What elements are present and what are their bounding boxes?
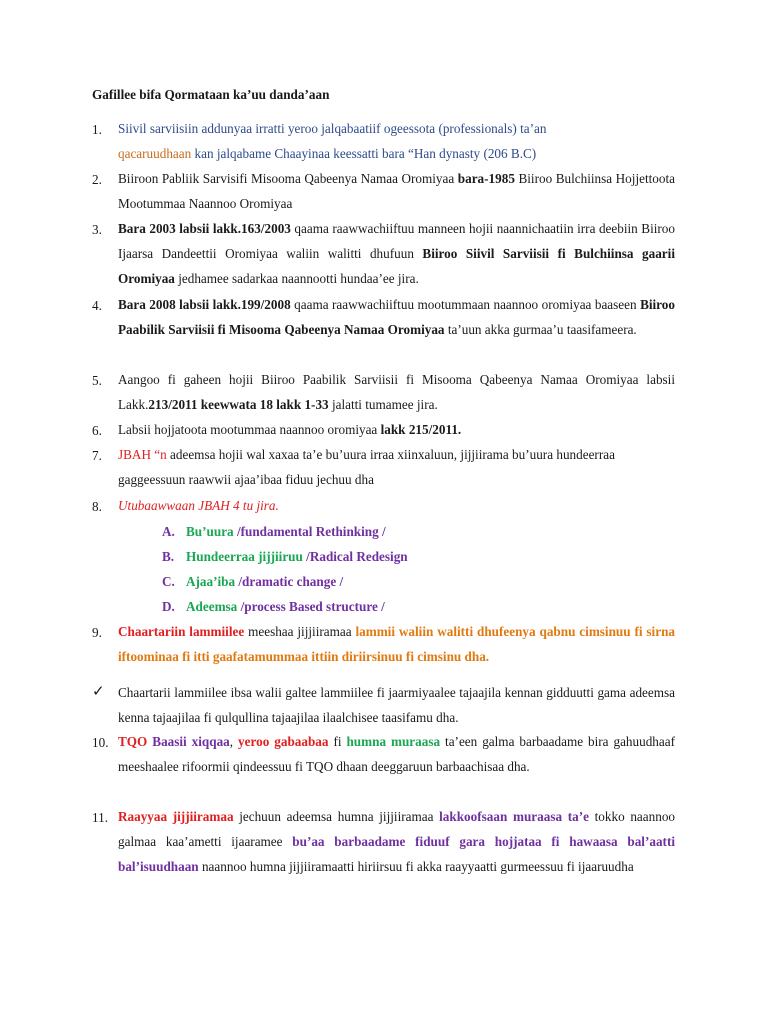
item-10-green: humna muraasa <box>346 734 441 749</box>
item-6-bold: lakk 215/2011. <box>380 422 462 437</box>
list-item-7 <box>118 442 675 492</box>
item-4-text: qaama raawwachiiftuu mootummaan naannoo oromiyaa baaseen <box>290 297 641 312</box>
sub-item-b <box>162 549 408 565</box>
list-number: 9. <box>92 625 102 640</box>
list-item-11 <box>118 804 675 880</box>
item-9-red: Chaartariin lammiilee <box>118 624 245 639</box>
list-number: 2. <box>92 172 102 187</box>
sub-item-letter: D. <box>162 599 175 614</box>
item-10-red-2: yeroo gabaabaa <box>238 734 329 749</box>
sub-item-gloss: /Radical Redesign <box>302 549 408 564</box>
item-1-text: Siivil sarviisiin addunyaa irratti yeroo jalqabaatiif ogeessota (professionals) ta’an <box>118 121 547 136</box>
item-5-text: Aangoo fi gaheen hojii Biiroo Paabilik Sarviisii fi Misooma Qabeenya Namaa Oromiyaa labsii Lakk. <box>118 372 675 413</box>
item-5-bold: 213/2011 keewwata 18 lakk 1-33 <box>148 397 329 413</box>
sub-item-letter: A. <box>162 524 175 539</box>
item-6-text: Labsii hojjatoota mootummaa naannoo oromiyaa <box>118 422 381 437</box>
item-11-text-3: naannoo humna jijjiiramaatti hiriirsuu fi akka raayyaatti gurmeessuu fi ijaaruudha <box>198 859 634 875</box>
list-number: 7. <box>92 448 102 463</box>
item-3-text: qaama raawwachiiftuu manneen hojii naannichaatiin irra deebiin Biiroo Ijaarsa Dandeettii Oromiyaa waliin walitti dhufuun <box>118 221 675 262</box>
list-item-4 <box>118 292 675 342</box>
item-11-purple: lakkoofsaan muraasa ta’e <box>439 809 589 824</box>
list-number: 1. <box>92 122 102 137</box>
list-item-5 <box>118 367 675 417</box>
item-7-text: adeemsa hojii wal xaxaa ta’e bu’uura irraa xiinxaluun, jijjiirama bu’uura hundeerraa gaggeessuun raawwii ajaa’ibaa fiduu jechuu dha <box>118 447 615 488</box>
list-item-8 <box>118 493 675 518</box>
sub-item-term: Bu’uura <box>186 524 234 539</box>
list-number: 10. <box>92 735 109 750</box>
item-1-text-cont: kan jalqabame Chaayinaa keessatti bara “Han dynasty (206 B.C) <box>191 146 537 162</box>
item-5-text-cont: jalatti tumamee jira. <box>328 397 438 413</box>
checkmark-icon: ✓ <box>92 684 105 700</box>
item-1-highlight: qacaruudhaan <box>118 146 192 162</box>
sub-item-d <box>162 599 385 615</box>
item-10-text: ta’een galma barbaadame bira gahuudhaaf meeshaalee rifoormii qindeessuu fi TQO dhaan deeggaruun barbaachisaa dha. <box>118 734 675 775</box>
list-item-1 <box>118 116 675 166</box>
item-10-sep-2: fi <box>328 734 347 749</box>
item-8-text: Utubaawwaan JBAH 4 tu jira. <box>118 498 279 513</box>
item-11-text-2: tokko naannoo galmaa kaa’ametti ijaaramee <box>118 809 676 850</box>
sub-item-term: Hundeerraa jijjiiruu <box>186 549 303 564</box>
list-item-2 <box>118 166 675 216</box>
item-11-text: jechuun adeemsa humna jijjiiramaa <box>233 809 440 824</box>
item-11-purple-2: bu’aa barbaadame fiduuf gara hojjataa fi hawaasa bal’aatti bal’isuudhaan <box>118 834 675 875</box>
item-2-text-cont: Biiroo Bulchiinsa Hojjettoota Mootummaa Naannoo Oromiyaa <box>118 171 675 212</box>
sub-item-gloss: /process Based structure / <box>237 599 385 614</box>
list-item-3 <box>118 216 675 292</box>
sub-item-letter: C. <box>162 574 175 589</box>
list-item-10 <box>118 729 675 779</box>
item-10-sep: , <box>229 734 239 749</box>
check-item-text: Chaartarii lammiilee ibsa walii galtee lammiilee fi jaarmiyaalee tajaajila kennan gidduutti gama adeemsa kenna tajaajilaa fi qulqullina tajaajilaa ilaalchisee taasifamu dha. <box>118 685 675 726</box>
item-4-bold: Bara 2008 labsii lakk.199/2008 <box>118 297 291 312</box>
check-item <box>118 680 675 730</box>
item-3-bold: Bara 2003 labsii lakk.163/2003 <box>118 221 291 236</box>
sub-item-gloss: /fundamental Rethinking / <box>233 524 386 539</box>
item-2-text: Biiroon Pabliik Sarvisifi Misooma Qabeenya Namaa Oromiyaa <box>118 171 458 186</box>
item-2-bold: bara-1985 <box>457 171 515 186</box>
item-10-purple: Baasii xiqqaa <box>147 734 230 749</box>
item-9-text: meeshaa jijjiiramaa <box>244 624 356 639</box>
list-number: 3. <box>92 222 102 237</box>
item-4-text-cont: ta’uun akka gurmaa’u taasifameera. <box>444 322 637 338</box>
item-9-orange: lammii waliin walitti dhufeenya qabnu cimsinuu fi sirna iftoominaa fi itti gaafatamummaa ittiin diriirsinuu fi cimsinu dha. <box>118 624 675 665</box>
list-number: 4. <box>92 298 102 313</box>
list-item-6 <box>118 417 675 442</box>
sub-item-a <box>162 524 386 540</box>
sub-item-term: Adeemsa <box>186 599 238 614</box>
item-3-bold-2: Biiroo Siivil Sarviisii fi Bulchiinsa gaarii Oromiyaa <box>118 246 675 287</box>
document-heading: Gafillee bifa Qormataan ka’uu danda’aan <box>92 87 330 102</box>
sub-item-c <box>162 574 343 590</box>
sub-item-gloss: /dramatic change / <box>235 574 344 589</box>
list-number: 5. <box>92 373 102 388</box>
list-number: 6. <box>92 423 102 438</box>
item-4-bold-2: Biiroo Paabilik Sarviisii fi Misooma Qabeenya Namaa Oromiyaa <box>118 297 675 338</box>
item-3-text-cont: jedhamee sadarkaa naannootti hundaa’ee jira. <box>174 271 419 287</box>
list-number: 11. <box>92 810 108 825</box>
sub-item-letter: B. <box>162 549 175 564</box>
list-item-9 <box>118 619 675 669</box>
item-11-red: Raayyaa jijjiiramaa <box>118 809 234 824</box>
item-7-red: JBAH “n <box>118 447 167 462</box>
sub-item-term: Ajaa’iba <box>186 574 236 589</box>
item-10-red: TQO <box>118 734 148 749</box>
list-number: 8. <box>92 499 102 514</box>
